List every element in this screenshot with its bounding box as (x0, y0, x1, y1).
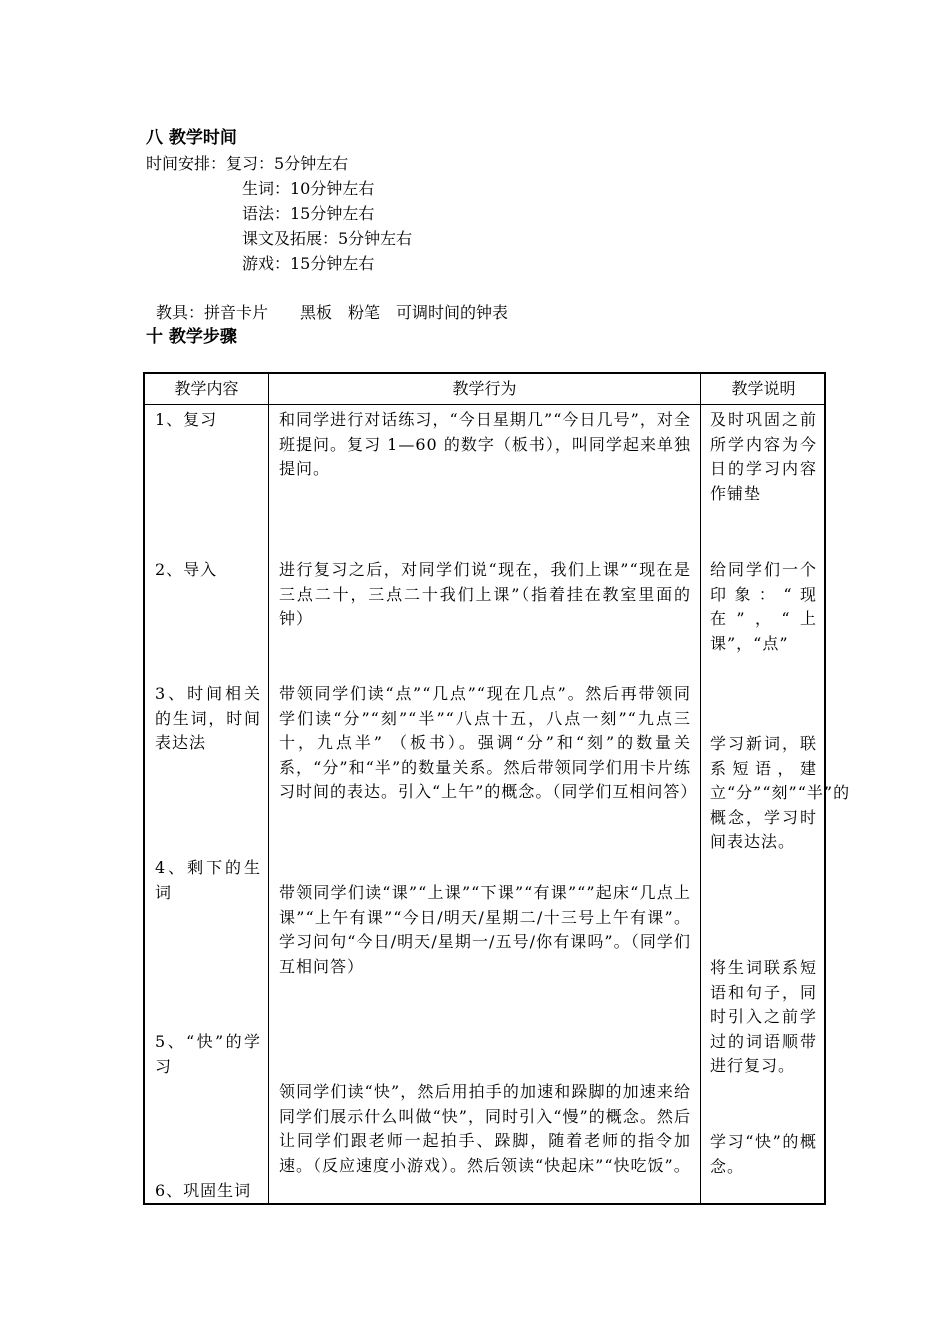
section-10-title: 十 教学步骤 (146, 327, 237, 347)
column-divider (268, 374, 269, 1203)
schedule-label: 时间安排： (146, 154, 227, 173)
action-cell: 进行复习之后，对同学们说“现在，我们上课”“现在是三点二十，三点二十我们上课”（指着挂在教室里面的钟） (279, 560, 691, 629)
action-cell: 和同学进行对话练习，“今日星期几”“今日几号”，对全班提问。复习 1—60 的数字（板书），叫同学起来单独提问。 (279, 410, 691, 479)
note-cell: 给同学们一个印象：“现在”，“上课”，“点” (710, 560, 817, 653)
content-cell: 4、剩下的生词 (155, 858, 261, 902)
schedule-item: 语法：15分钟左右 (242, 204, 375, 223)
note-cell: 及时巩固之前所学内容为今日的学习内容作铺垫 (710, 410, 817, 503)
header-note: 教学说明 (731, 379, 796, 398)
teaching-tools: 教具：拼音卡片 黑板 粉笔 可调时间的钟表 (156, 303, 509, 322)
teaching-steps-table (143, 372, 851, 1205)
header-content: 教学内容 (174, 379, 239, 398)
schedule-item: 复习：5分钟左右 (226, 154, 349, 173)
action-cell: 带领同学们读“课”“上课”“下课”“有课”“”起床“几点上课”“上午有课”“今日/明天/星期二/十三号上午有课”。学习问句“今日/明天/星期一/五号/你有课吗”。（同学们互相问答） (279, 883, 691, 976)
content-cell: 2、导入 (155, 560, 218, 579)
action-cell: 领同学们读“快”，然后用拍手的加速和跺脚的加速来给同学们展示什么叫做“快”，同时引入“慢”的概念。然后让同学们跟老师一起拍手、跺脚，随着老师的指令加速。（反应速度小游戏）。然后领读“快起床”“快吃饭”。 (279, 1082, 691, 1175)
content-cell: 1、复习 (155, 410, 218, 429)
content-cell: 3、时间相关的生词，时间表达法 (155, 684, 261, 753)
content-cell: 6、巩固生词 (155, 1181, 252, 1200)
action-cell: 带领同学们读“点”“几点”“现在几点”。然后再带领同学们读“分”“刻”“半”“八点十五，八点一刻”“九点三十，九点半” （板书）。强调“分”和“刻”的数量关系，“分”和“半”的数量关系。然后带领同学们用卡片练习时间的表达。引入“上午”的概念。（同学们互相问答） (279, 684, 698, 802)
note-cell: 将生词联系短语和句子，同时引入之前学过的词语顺带进行复习。 (710, 958, 817, 1076)
header-action: 教学行为 (452, 379, 517, 398)
note-cell: 学习新词，联系短语，建立“分”“刻”“半”的概念，学习时间表达法。 (710, 734, 851, 852)
note-cell: 学习“快”的概念。 (710, 1132, 817, 1176)
column-divider (700, 374, 701, 1203)
schedule-row (146, 153, 348, 175)
schedule-item: 课文及拓展：5分钟左右 (242, 229, 413, 248)
section-8-title: 八 教学时间 (146, 128, 237, 148)
schedule-item: 生词：10分钟左右 (242, 179, 375, 198)
content-cell: 5、“快”的学习 (155, 1032, 261, 1076)
schedule-item: 游戏：15分钟左右 (242, 254, 375, 273)
header-divider (145, 404, 824, 405)
